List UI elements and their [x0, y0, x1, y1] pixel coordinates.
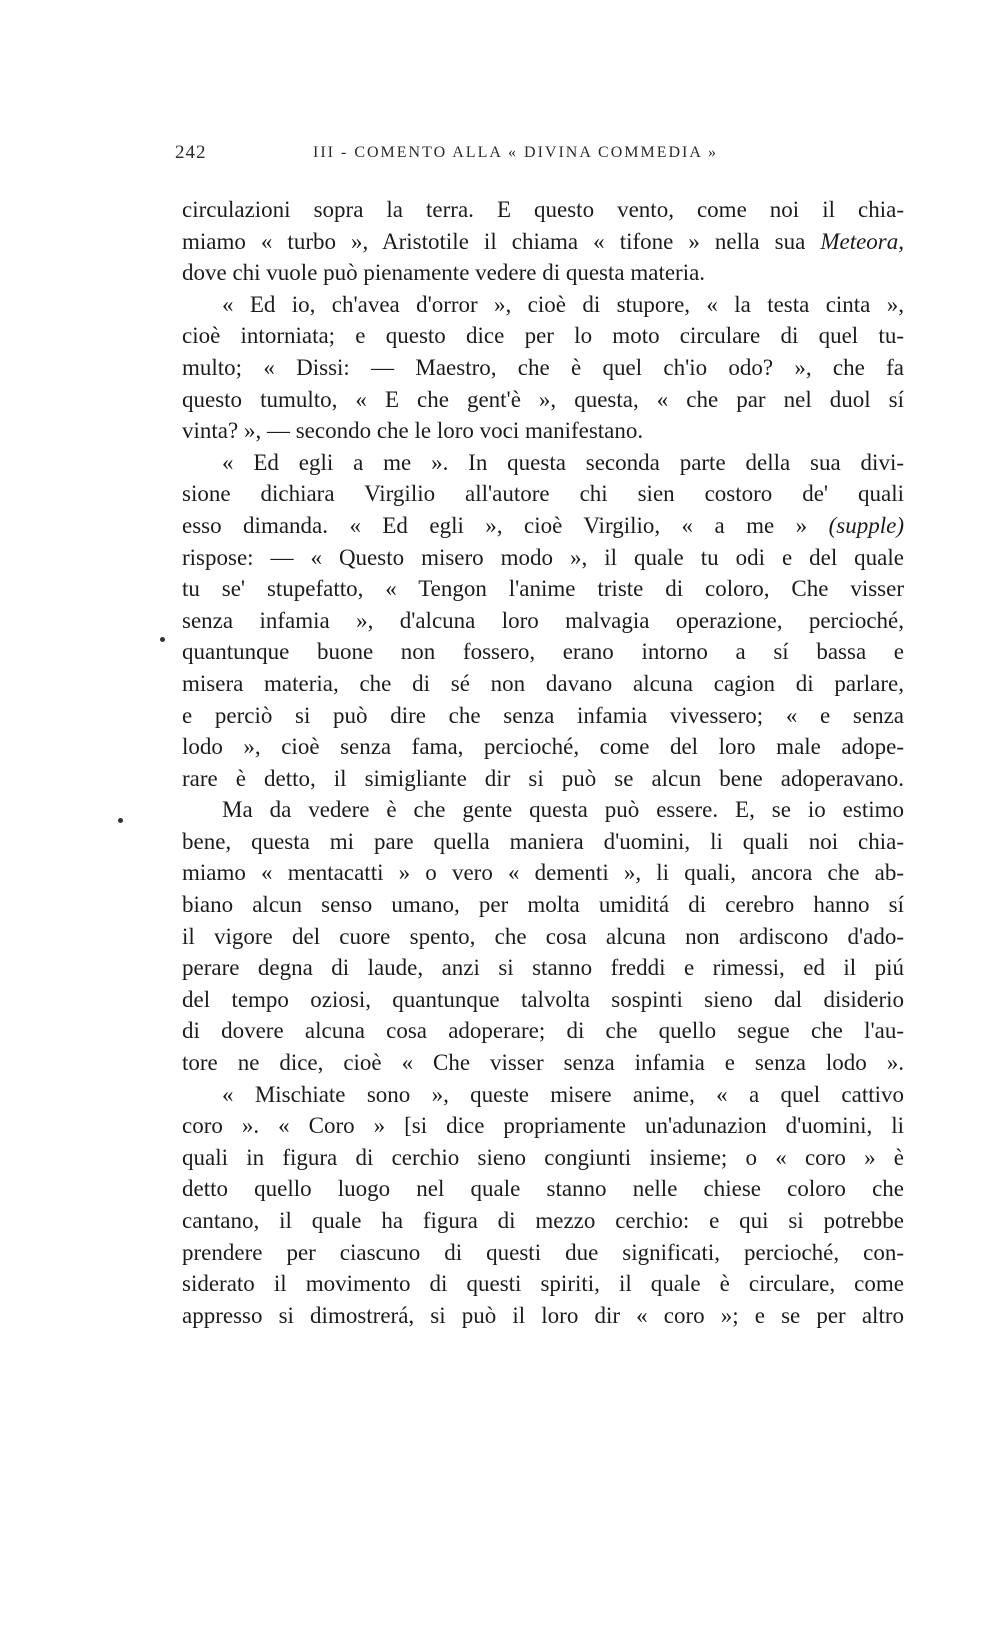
text-line: detto quello luogo nel quale stanno nelle chiese coloro che: [182, 1176, 904, 1202]
text-line: perare degna di laude, anzi si stanno freddi e rimessi, ed il piú: [182, 955, 904, 981]
body-text: [182, 194, 904, 1331]
text-line: coro ». « Coro » [si dice propriamente un'adunazion d'uomini, li: [182, 1113, 904, 1139]
text-line: e perciò si può dire che senza infamia vivessero; « e senza: [182, 702, 904, 728]
text-line: cantano, il quale ha figura di mezzo cerchio: e qui si potrebbe: [182, 1208, 904, 1233]
text-line: tu se' stupefatto, « Tengon l'anime triste di coloro, Che visser: [182, 576, 904, 602]
text-line: « Ed io, ch'avea d'orror », cioè di stupore, « la testa cinta »,: [222, 291, 904, 317]
text-line: del tempo oziosi, quantunque talvolta sospinti sieno dal disiderio: [182, 986, 904, 1012]
text-line: senza infamia », d'alcuna loro malvagia operazione, percioché,: [182, 607, 904, 633]
text-line: biano alcun senso umano, per molta umiditá di cerebro hanno sí: [182, 892, 904, 918]
text-line: vinta? », — secondo che le loro voci manifestano.: [182, 418, 644, 444]
text-line: il vigore del cuore spento, che cosa alcuna non ardiscono d'ado-: [182, 923, 904, 949]
text-line: di dovere alcuna cosa adoperare; di che quello segue che l'au-: [182, 1018, 904, 1044]
running-title: III - COMENTO ALLA « DIVINA COMMEDIA »: [313, 144, 719, 161]
text-line: siderato il movimento di questi spiriti, il quale è circulare, come: [182, 1271, 904, 1297]
text-line: multo; « Dissi: — Maestro, che è quel ch'io odo? », che fa: [182, 354, 904, 380]
text-line: esso dimanda. « Ed egli », cioè Virgilio, « a me » (supple): [182, 512, 904, 538]
text-line: dove chi vuole può pienamente vedere di questa materia.: [182, 260, 706, 286]
text-line: Ma da vedere è che gente questa può essere. E, se io estimo: [222, 797, 904, 823]
text-line: sione dichiara Virgilio all'autore chi sien costoro de' quali: [182, 481, 904, 507]
text-line: cioè intorniata; e questo dice per lo moto circulare di quel tu-: [182, 323, 904, 349]
text-line: misera materia, che di sé non davano alcuna cagion di parlare,: [182, 670, 904, 696]
page-number: 242: [175, 142, 207, 163]
text-line: rare è detto, il simigliante dir si può se alcun bene adoperavano.: [182, 765, 904, 791]
text-line: miamo « mentacatti » o vero « dementi », li quali, ancora che ab-: [182, 860, 904, 886]
margin-dot: [160, 637, 165, 642]
text-line: tore ne dice, cioè « Che visser senza infamia e senza lodo ».: [182, 1050, 904, 1076]
text-line: lodo », cioè senza fama, percioché, come del loro male adope-: [182, 734, 904, 760]
text-line: miamo « turbo », Aristotile il chiama « tifone » nella sua Meteora,: [182, 228, 904, 254]
text-line: bene, questa mi pare quella maniera d'uomini, li quali noi chia-: [182, 828, 904, 854]
text-line: circulazioni sopra la terra. E questo vento, come noi il chia-: [182, 197, 904, 222]
text-line: appresso si dimostrerá, si può il loro dir « coro »; e se per altro: [182, 1302, 904, 1328]
margin-dot: [118, 818, 123, 823]
italic-supple: (supple): [828, 512, 904, 538]
text-line: « Ed egli a me ». In questa seconda parte della sua divi-: [222, 449, 904, 475]
text-line: « Mischiate sono », queste misere anime, « a quel cattivo: [222, 1081, 904, 1107]
text-line: quali in figura di cerchio sieno congiunti insieme; o « coro » è: [182, 1144, 904, 1170]
italic-title-meteora: Meteora,: [820, 228, 904, 254]
text-line: questo tumulto, « E che gent'è », questa, « che par nel duol sí: [182, 386, 904, 412]
text-line: quantunque buone non fossero, erano intorno a sí bassa e: [182, 639, 904, 665]
text-line: rispose: — « Questo misero modo », il quale tu odi e del quale: [182, 544, 904, 570]
text-line: prendere per ciascuno di questi due significati, percioché, con-: [182, 1239, 904, 1265]
